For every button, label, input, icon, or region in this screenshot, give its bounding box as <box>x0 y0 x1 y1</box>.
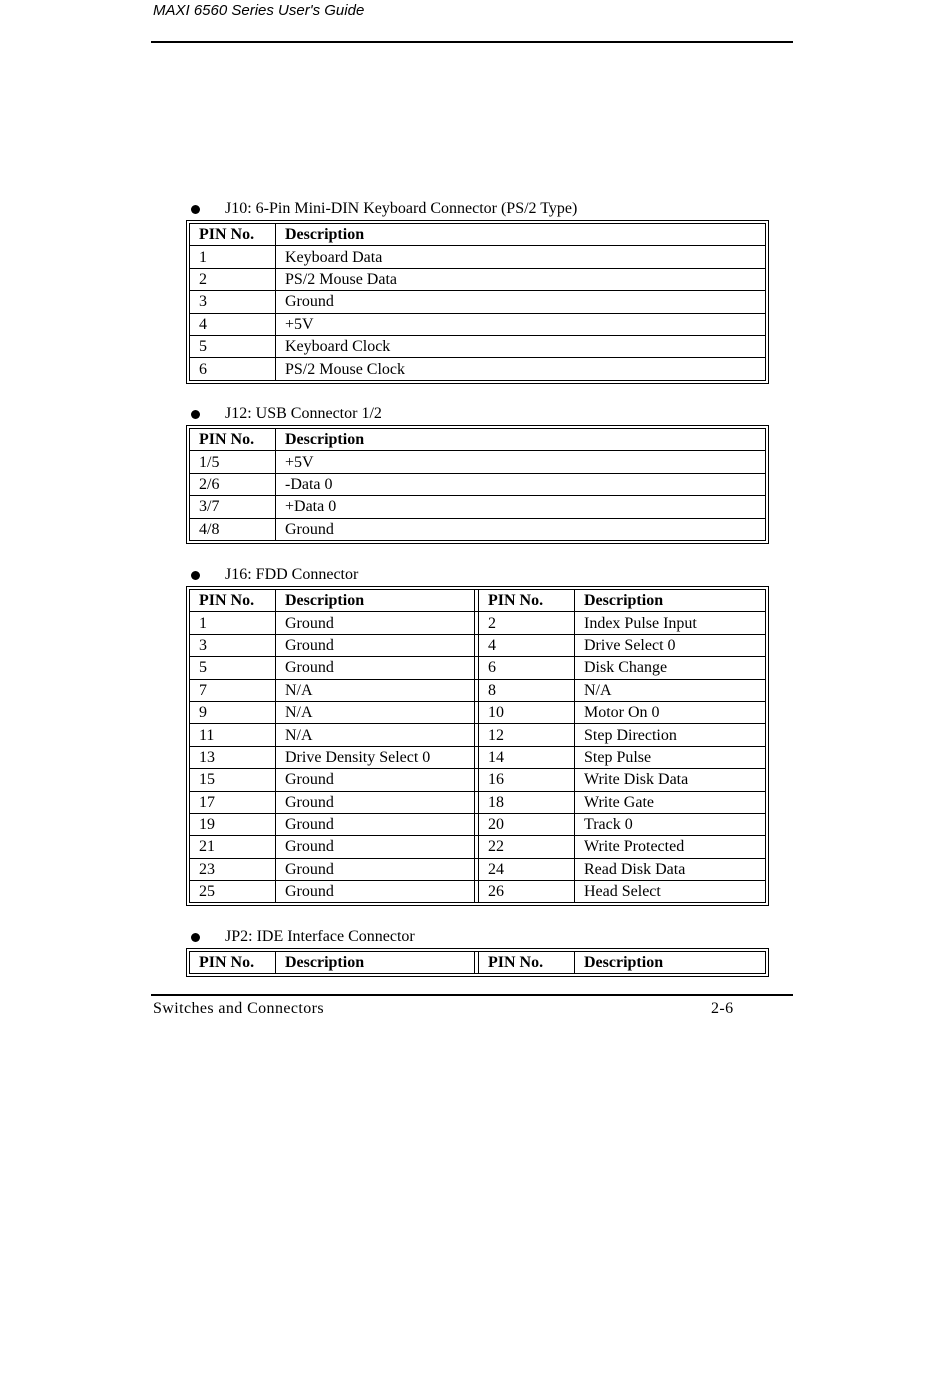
table-row <box>190 313 766 335</box>
pin-cell: 1/5 <box>190 451 276 473</box>
column-header: PIN No. <box>479 952 575 974</box>
pin-cell: 1 <box>190 246 276 268</box>
column-header: PIN No. <box>479 590 575 612</box>
pin-cell: 4 <box>479 634 575 656</box>
bullet-icon <box>191 205 200 214</box>
j12-pin-table <box>186 425 769 544</box>
description-cell: Ground <box>276 813 475 835</box>
description-cell: Step Pulse <box>575 746 766 768</box>
description-cell: Ground <box>276 881 475 903</box>
table-row <box>190 612 766 634</box>
column-header: Description <box>276 224 766 246</box>
footer-section-name: Switches and Connectors <box>153 1000 324 1017</box>
pin-cell: 13 <box>190 746 276 768</box>
description-cell: Ground <box>276 291 766 313</box>
description-cell: Ground <box>276 858 475 880</box>
table-row <box>190 724 766 746</box>
pin-cell: 8 <box>479 679 575 701</box>
table-row <box>190 679 766 701</box>
pin-cell: 6 <box>190 358 276 380</box>
pin-cell: 20 <box>479 813 575 835</box>
column-header: Description <box>276 590 475 612</box>
caption-text: J10: 6-Pin Mini-DIN Keyboard Connector (PS/2 Type) <box>225 200 578 217</box>
table-row <box>190 268 766 290</box>
pin-cell: 2 <box>190 268 276 290</box>
bullet-icon <box>191 571 200 580</box>
table-row <box>190 881 766 903</box>
column-header: Description <box>276 429 766 451</box>
column-header: PIN No. <box>190 224 276 246</box>
table-header-row <box>190 952 766 974</box>
description-cell: Index Pulse Input <box>575 612 766 634</box>
column-header: PIN No. <box>190 952 276 974</box>
pin-cell: 24 <box>479 858 575 880</box>
pin-cell: 3 <box>190 291 276 313</box>
description-cell: Ground <box>276 612 475 634</box>
pin-cell: 23 <box>190 858 276 880</box>
table-row <box>190 246 766 268</box>
pin-cell: 2 <box>479 612 575 634</box>
table-row <box>190 813 766 835</box>
bullet-icon <box>191 410 200 419</box>
description-cell: Ground <box>276 791 475 813</box>
pin-cell: 25 <box>190 881 276 903</box>
pin-cell: 10 <box>479 701 575 723</box>
description-cell: Step Direction <box>575 724 766 746</box>
pin-cell: 1 <box>190 612 276 634</box>
description-cell: PS/2 Mouse Clock <box>276 358 766 380</box>
description-cell: Write Protected <box>575 836 766 858</box>
description-cell: Ground <box>276 518 766 540</box>
pin-cell: 14 <box>479 746 575 768</box>
jp2-pin-table <box>186 948 769 977</box>
pin-cell: 3/7 <box>190 496 276 518</box>
table-header-row <box>190 429 766 451</box>
description-cell: Disk Change <box>575 657 766 679</box>
description-cell: Write Gate <box>575 791 766 813</box>
description-cell: Track 0 <box>575 813 766 835</box>
pin-cell: 3 <box>190 634 276 656</box>
pin-cell: 4/8 <box>190 518 276 540</box>
footer-rule <box>151 994 793 996</box>
table-row <box>190 473 766 495</box>
pin-cell: 4 <box>190 313 276 335</box>
table-row <box>190 358 766 380</box>
pin-cell: 17 <box>190 791 276 813</box>
column-header: Description <box>575 590 766 612</box>
column-header: Description <box>575 952 766 974</box>
description-cell: Keyboard Clock <box>276 335 766 357</box>
description-cell: PS/2 Mouse Data <box>276 268 766 290</box>
pin-cell: 26 <box>479 881 575 903</box>
description-cell: Motor On 0 <box>575 701 766 723</box>
description-cell: Drive Density Select 0 <box>276 746 475 768</box>
table-header-row <box>190 224 766 246</box>
caption-text: JP2: IDE Interface Connector <box>225 928 415 945</box>
pin-cell: 12 <box>479 724 575 746</box>
table-row <box>190 836 766 858</box>
j16-pin-table <box>186 586 769 906</box>
table-row <box>190 701 766 723</box>
pin-cell: 6 <box>479 657 575 679</box>
table-row <box>190 746 766 768</box>
caption-text: J16: FDD Connector <box>225 566 359 583</box>
table-header-row <box>190 590 766 612</box>
pin-cell: 18 <box>479 791 575 813</box>
description-cell: Ground <box>276 634 475 656</box>
description-cell: +5V <box>276 313 766 335</box>
pin-cell: 16 <box>479 769 575 791</box>
table-row <box>190 451 766 473</box>
table-row <box>190 769 766 791</box>
description-cell: Write Disk Data <box>575 769 766 791</box>
description-cell: N/A <box>276 679 475 701</box>
pin-cell: 21 <box>190 836 276 858</box>
pin-cell: 5 <box>190 335 276 357</box>
table-row <box>190 518 766 540</box>
pin-cell: 22 <box>479 836 575 858</box>
pin-cell: 15 <box>190 769 276 791</box>
pin-cell: 19 <box>190 813 276 835</box>
column-header: PIN No. <box>190 429 276 451</box>
description-cell: Ground <box>276 769 475 791</box>
pin-cell: 11 <box>190 724 276 746</box>
table-row <box>190 291 766 313</box>
pin-cell: 7 <box>190 679 276 701</box>
description-cell: N/A <box>575 679 766 701</box>
description-cell: +Data 0 <box>276 496 766 518</box>
pin-cell: 5 <box>190 657 276 679</box>
description-cell: Drive Select 0 <box>575 634 766 656</box>
column-header: PIN No. <box>190 590 276 612</box>
bullet-icon <box>191 933 200 942</box>
description-cell: +5V <box>276 451 766 473</box>
description-cell: -Data 0 <box>276 473 766 495</box>
description-cell: Keyboard Data <box>276 246 766 268</box>
caption-text: J12: USB Connector 1/2 <box>225 405 382 422</box>
table-row <box>190 634 766 656</box>
description-cell: Head Select <box>575 881 766 903</box>
table-row <box>190 791 766 813</box>
description-cell: N/A <box>276 701 475 723</box>
pin-cell: 2/6 <box>190 473 276 495</box>
table-row <box>190 657 766 679</box>
pin-cell: 9 <box>190 701 276 723</box>
column-header: Description <box>276 952 475 974</box>
table-row <box>190 496 766 518</box>
j10-pin-table <box>186 220 769 384</box>
header-rule <box>151 41 793 43</box>
description-cell: N/A <box>276 724 475 746</box>
description-cell: Ground <box>276 657 475 679</box>
description-cell: Read Disk Data <box>575 858 766 880</box>
table-row <box>190 858 766 880</box>
running-header-title: MAXI 6560 Series User's Guide <box>153 2 365 19</box>
table-row <box>190 335 766 357</box>
description-cell: Ground <box>276 836 475 858</box>
footer-page-number: 2-6 <box>711 1000 734 1017</box>
